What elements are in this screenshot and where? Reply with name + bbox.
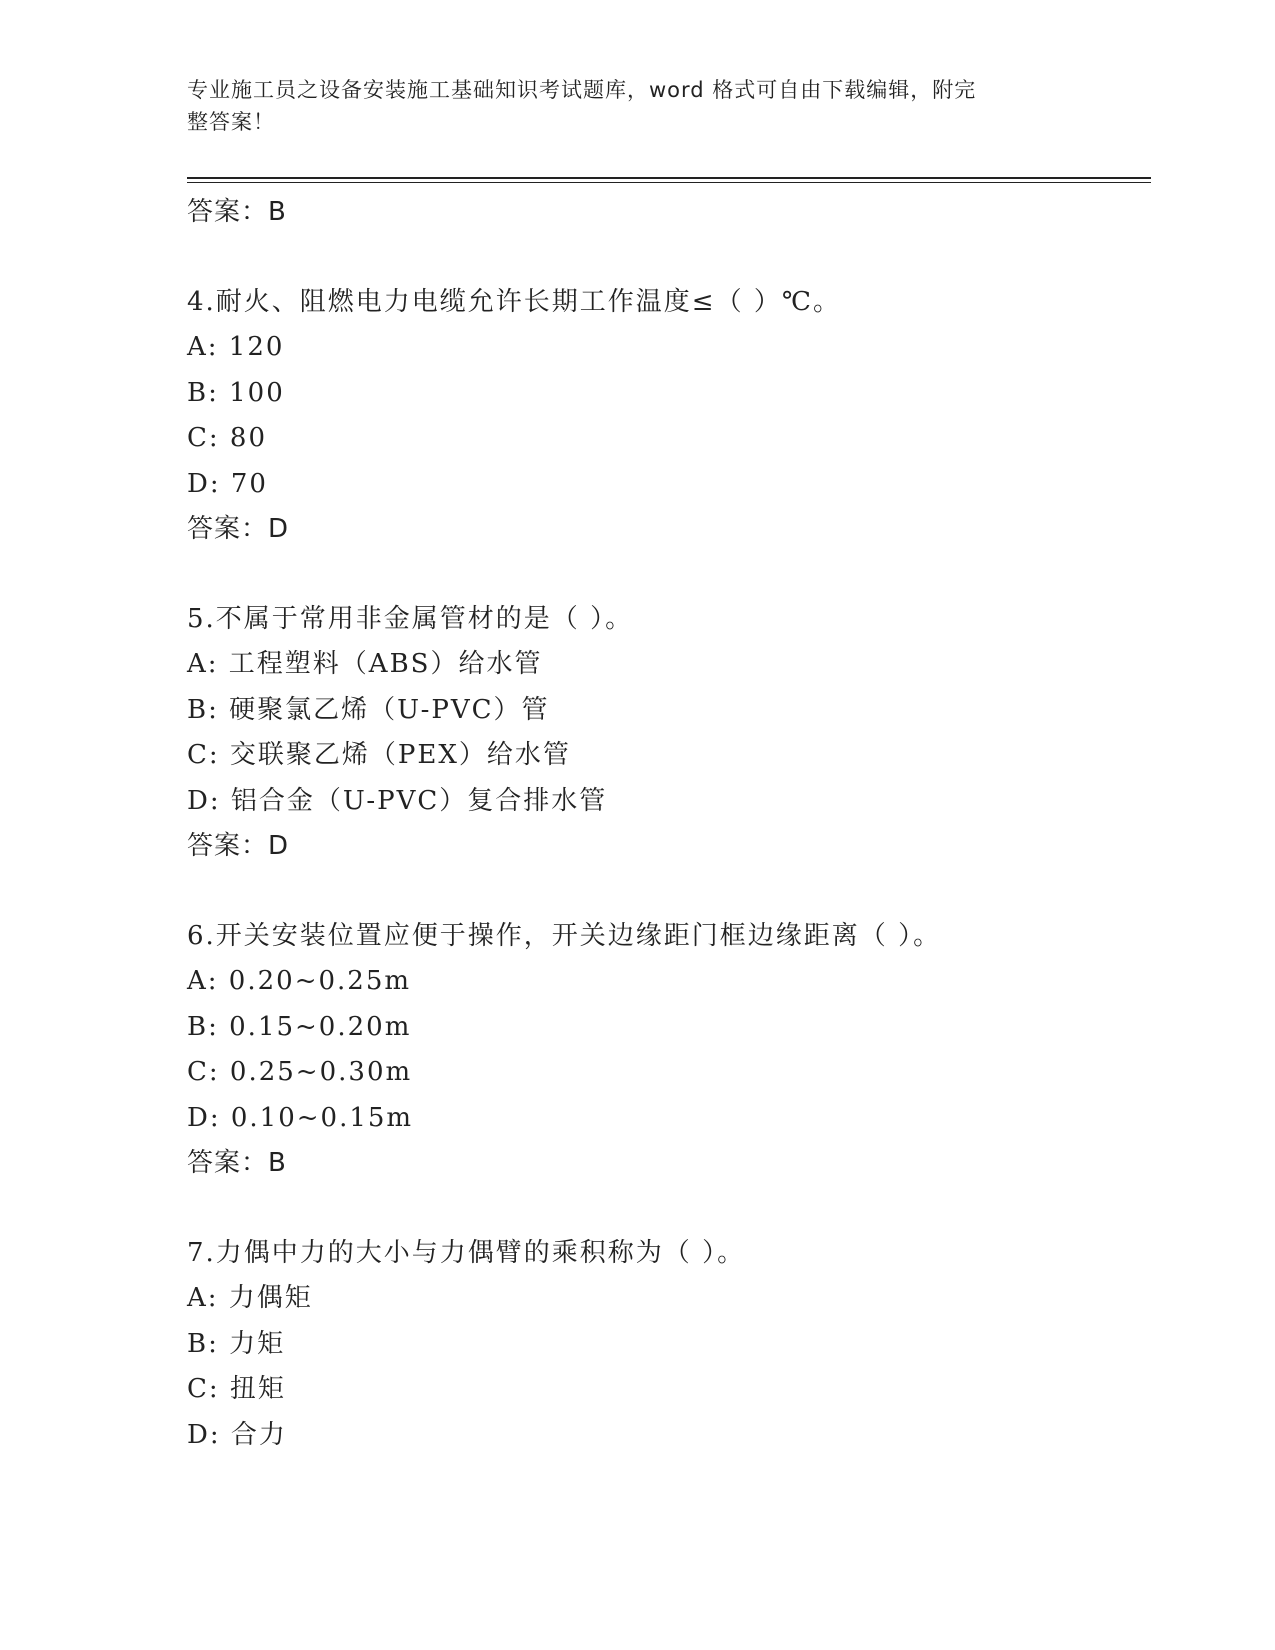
option-a: A: 力偶矩 bbox=[187, 1283, 313, 1313]
spacer bbox=[187, 236, 1151, 280]
spacer bbox=[187, 553, 1151, 597]
answer-line: 答案：D bbox=[187, 514, 290, 544]
answer-line: 答案：D bbox=[187, 831, 290, 861]
option-b: B: 0.15~0.20m bbox=[187, 1011, 412, 1042]
answer-line: 答案：B bbox=[187, 1148, 287, 1178]
header-divider-thick bbox=[187, 177, 1151, 179]
option-b: B: 100 bbox=[187, 377, 285, 408]
option-d: D: 70 bbox=[187, 468, 268, 499]
option-a: A: 120 bbox=[187, 332, 285, 362]
header-divider-thin bbox=[187, 182, 1151, 183]
option-a: A: 工程塑料（ABS）给水管 bbox=[187, 649, 543, 679]
option-c: C: 80 bbox=[187, 423, 268, 453]
answer-line: 答案：B bbox=[187, 197, 287, 227]
spacer bbox=[187, 870, 1151, 914]
option-c: C: 扭矩 bbox=[187, 1374, 286, 1404]
question-stem: 4.耐火、阻燃电力电缆允许长期工作温度≤（ ）℃。 bbox=[187, 286, 841, 317]
question-block bbox=[187, 1231, 1151, 1459]
option-b: B: 硬聚氯乙烯（U-PVC）管 bbox=[187, 694, 550, 725]
question-block bbox=[187, 280, 1151, 553]
option-a: A: 0.20~0.25m bbox=[187, 966, 412, 996]
option-c: C: 0.25~0.30m bbox=[187, 1057, 413, 1087]
option-c: C: 交联聚乙烯（PEX）给水管 bbox=[187, 740, 571, 770]
question-stem: 5.不属于常用非金属管材的是（ ）。 bbox=[187, 603, 634, 634]
option-d: D: 铝合金（U-PVC）复合排水管 bbox=[187, 785, 608, 816]
question-stem: 7.力偶中力的大小与力偶臂的乘积称为（ ）。 bbox=[187, 1237, 746, 1268]
question-stem: 6.开关安装位置应便于操作，开关边缘距门框边缘距离（ ）。 bbox=[187, 920, 942, 951]
spacer bbox=[187, 1187, 1151, 1231]
option-d: D: 合力 bbox=[187, 1419, 287, 1450]
question-block bbox=[187, 597, 1151, 870]
document-header bbox=[187, 74, 1067, 138]
option-d: D: 0.10~0.15m bbox=[187, 1102, 414, 1133]
question-list bbox=[187, 190, 1151, 1458]
option-b: B: 力矩 bbox=[187, 1328, 286, 1359]
header-line-2: 整答案！ bbox=[187, 110, 275, 134]
header-line-1: 专业施工员之设备安装施工基础知识考试题库，word 格式可自由下载编辑，附完 bbox=[187, 78, 977, 102]
question-block bbox=[187, 914, 1151, 1187]
